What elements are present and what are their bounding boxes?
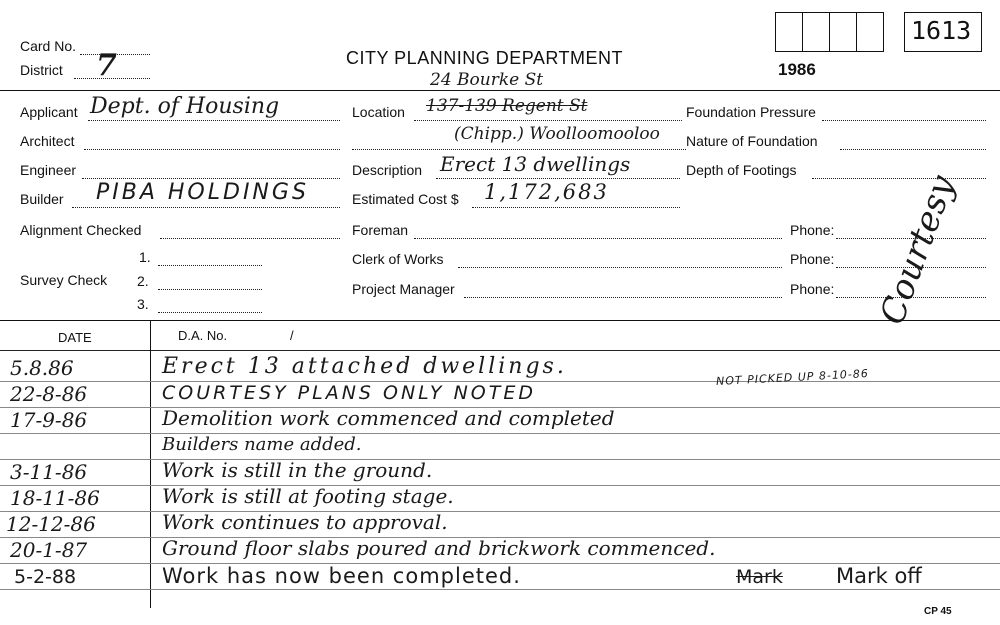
district-value: 7 (96, 48, 117, 83)
entry-date: 3-11-86 (10, 460, 88, 484)
applicant-value: Dept. of Housing (90, 94, 280, 119)
builder-label: Builder (20, 191, 64, 207)
survey-num-2: 2. (137, 273, 149, 289)
survey-line-2 (158, 289, 262, 290)
entry-date: 5-2-88 (14, 566, 77, 588)
entry-date: 20-1-87 (10, 538, 88, 562)
pm-phone-label: Phone: (790, 281, 835, 297)
entry-text: Ground floor slabs poured and brickwork commenced. (162, 536, 716, 560)
nature-foundation-line (840, 149, 986, 150)
entry-date: 5.8.86 (10, 356, 74, 380)
location-label: Location (352, 104, 405, 120)
nature-foundation-label: Nature of Foundation (686, 133, 818, 149)
architect-line (84, 149, 340, 150)
location-line-2 (352, 149, 686, 150)
card-number-box-4 (856, 12, 884, 52)
survey-label: Survey Check (20, 272, 108, 288)
description-label: Description (352, 162, 423, 178)
architect-label: Architect (20, 133, 75, 149)
clerk-label: Clerk of Works (352, 251, 444, 267)
builder-value: PIBA HOLDINGS (96, 180, 309, 205)
row-line (0, 459, 1000, 460)
foundation-pressure-label: Foundation Pressure (686, 104, 816, 120)
da-value: / (290, 328, 294, 343)
side-note: Courtesy (872, 170, 963, 330)
header-divider (0, 90, 1000, 91)
date-header: DATE (58, 330, 92, 345)
description-line (436, 178, 680, 179)
clerk-phone-label: Phone: (790, 251, 835, 267)
da-label: D.A. No. (178, 328, 228, 343)
entry-tail: Mark off (836, 564, 922, 588)
district-label: District (20, 62, 63, 78)
location-value-new: 24 Bourke St (430, 70, 544, 90)
builder-line (72, 207, 340, 208)
department-title: CITY PLANNING DEPARTMENT (346, 48, 624, 68)
date-column-divider (150, 320, 151, 608)
entry-text: Erect 13 attached dwellings. (162, 354, 567, 379)
entry-text: Builders name added. (162, 434, 362, 455)
card-number-box-1 (775, 12, 803, 52)
estimated-cost-line (472, 207, 680, 208)
survey-line-1 (158, 265, 262, 266)
form-code: CP 45 (924, 606, 952, 617)
survey-line-3 (158, 312, 262, 313)
depth-footings-label: Depth of Footings (686, 162, 797, 178)
entry-date: 18-11-86 (10, 486, 100, 510)
engineer-line (82, 178, 340, 179)
survey-num-1: 1. (139, 249, 151, 265)
estimated-cost-label: Estimated Cost $ (352, 191, 459, 207)
entry-note: NOT PICKED UP 8-10-86 (715, 367, 870, 388)
engineer-label: Engineer (20, 162, 77, 178)
card-number: 1613 (911, 16, 972, 45)
entry-text: Work continues to approval. (162, 510, 448, 534)
estimated-cost-value: 1,172,683 (484, 180, 609, 204)
card-number-box-3 (829, 12, 857, 52)
foreman-line (414, 238, 782, 239)
alignment-label: Alignment Checked (20, 222, 142, 238)
applicant-line (88, 120, 340, 121)
description-value: Erect 13 dwellings (440, 152, 631, 176)
row-line (0, 511, 1000, 512)
foreman-phone-label: Phone: (790, 222, 835, 238)
location-line (414, 120, 682, 121)
entry-struck: Mark (736, 566, 783, 588)
entry-text: Work is still in the ground. (162, 458, 433, 482)
pm-label: Project Manager (352, 281, 455, 297)
row-line (0, 485, 1000, 486)
foreman-label: Foreman (352, 222, 409, 238)
alignment-line (160, 238, 340, 239)
survey-num-3: 3. (137, 296, 149, 312)
applicant-label: Applicant (20, 104, 78, 120)
row-line (0, 433, 1000, 434)
year: 1986 (778, 60, 816, 79)
foundation-pressure-line (822, 120, 986, 121)
location-value-old: 137-139 Regent St (426, 96, 588, 116)
card-no-label: Card No. (20, 38, 77, 54)
depth-footings-line (812, 178, 986, 179)
entry-text: Work is still at footing stage. (162, 484, 454, 508)
entry-date: 22-8-86 (10, 382, 88, 406)
clerk-line (458, 267, 782, 268)
entry-date: 17-9-86 (10, 408, 88, 432)
row-line (0, 589, 1000, 590)
location-value-2: (Chipp.) Woolloomooloo (454, 124, 660, 144)
entry-text: Demolition work commenced and completed (162, 406, 615, 430)
entry-date: 12-12-86 (6, 512, 96, 536)
pm-line (464, 297, 782, 298)
entry-text: COURTESY PLANS ONLY NOTED (162, 382, 536, 404)
entry-text: Work has now been completed. (162, 564, 521, 588)
card-number-box-2 (802, 12, 830, 52)
